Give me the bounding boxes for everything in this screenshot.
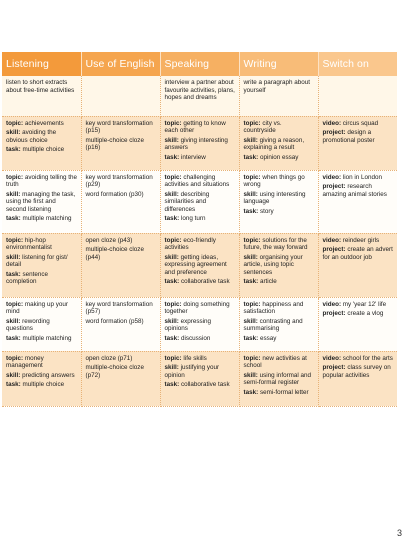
table-row (2, 233, 397, 297)
cell-line (244, 208, 315, 216)
cell-value: challenging activities and situations (164, 173, 230, 189)
cell-value: key word transformation (p15) (85, 119, 153, 135)
cell-line (165, 215, 236, 223)
cell-key: task: (6, 334, 21, 342)
header-listening: Listening (2, 52, 81, 76)
cell-key: skill: (243, 317, 258, 325)
cell-key: topic: (164, 236, 182, 244)
cell-value: eco-friendly activities (164, 236, 216, 252)
cell-value: long turn (180, 215, 206, 223)
cell-value: article (259, 278, 277, 286)
cell-value: using interesting language (243, 190, 306, 206)
cell-line (244, 372, 315, 387)
cell-value: multiple matching (22, 215, 72, 223)
cell-line (6, 174, 78, 189)
cell-value: multiple-choice cloze (p72) (85, 364, 144, 379)
cell-value: doing something together (164, 300, 230, 316)
cell-key: project: (322, 246, 346, 254)
cell-key: skill: (164, 136, 179, 144)
cell-value: class survey on popular activities (322, 364, 391, 379)
cell-value: lion in London (342, 173, 383, 181)
cell-value: open cloze (p71) (85, 354, 133, 362)
cell-key: topic: (243, 236, 261, 244)
cell-key: task: (164, 381, 180, 389)
cell-value: open cloze (p43) (85, 236, 133, 244)
page-number: 3 (396, 528, 402, 538)
cell-value: achievements (24, 119, 64, 127)
cell-line (86, 237, 157, 245)
cell-value: word formation (p58) (85, 317, 144, 325)
table-row (2, 351, 397, 406)
cell-line (86, 364, 157, 379)
cell-speaking (160, 76, 239, 116)
cell-value: write a paragraph about yourself (243, 79, 311, 94)
cell-line (244, 154, 315, 162)
cell-value: circus squad (342, 119, 379, 127)
cell-key: task: (6, 381, 21, 389)
cell-line (6, 79, 78, 94)
cell-value: discussion (180, 334, 211, 342)
cell-line (244, 254, 315, 277)
cell-key: topic: (164, 119, 182, 127)
cell-key: task: (6, 270, 21, 278)
syllabus-table (2, 52, 397, 407)
cell-switch-on (318, 351, 397, 406)
cell-line (6, 129, 78, 144)
cell-line (6, 271, 78, 286)
cell-key: task: (243, 334, 259, 342)
header-writing: Writing (239, 52, 318, 76)
cell-line (244, 278, 315, 286)
cell-value: rewording questions (6, 317, 50, 333)
cell-value: when things go wrong (243, 173, 305, 189)
cell-key: video: (322, 119, 342, 127)
cell-line (165, 278, 236, 286)
table-row (2, 170, 397, 233)
cell-value: describing similarities and differences (164, 190, 210, 213)
table-row (2, 297, 397, 351)
table-body (2, 76, 397, 406)
cell-value: organising your article, using topic sentences (243, 253, 303, 276)
cell-line (86, 174, 157, 189)
cell-value: avoiding telling the truth (6, 173, 78, 189)
cell-line (244, 137, 315, 152)
cell-value: design a promotional poster (322, 129, 375, 144)
cell-key: project: (322, 364, 346, 372)
cell-writing (239, 233, 318, 297)
cell-value: multiple choice (22, 146, 65, 154)
cell-speaking (160, 351, 239, 406)
cell-value: interview a partner about favourite activities, plans, hopes and dreams (164, 79, 235, 102)
cell-line (165, 301, 236, 316)
cell-key: skill: (243, 371, 258, 379)
cell-value: create an advert for an outdoor job (322, 246, 393, 261)
cell-value: essay (259, 334, 277, 342)
cell-value: getting to know each other (164, 119, 226, 135)
cell-line (86, 120, 157, 135)
cell-line (165, 335, 236, 343)
cell-line (165, 154, 236, 162)
cell-line (86, 355, 157, 363)
cell-value: city vs. countryside (243, 119, 282, 135)
cell-line (323, 355, 395, 363)
cell-listening (2, 116, 81, 170)
cell-key: skill: (164, 317, 179, 325)
cell-key: topic: (164, 173, 182, 181)
cell-value: listening for gist/ detail (6, 253, 68, 269)
cell-value: multiple-choice cloze (p44) (85, 246, 144, 261)
cell-line (86, 137, 157, 152)
cell-line (323, 310, 395, 318)
cell-key: skill: (6, 190, 21, 198)
cell-value: new activities at school (243, 354, 307, 370)
cell-value: justifying your opinion (164, 364, 220, 379)
cell-line (86, 246, 157, 261)
cell-listening (2, 297, 81, 351)
cell-key: video: (322, 354, 342, 362)
cell-use-of-english (81, 351, 160, 406)
cell-key: video: (322, 173, 342, 181)
cell-line (165, 318, 236, 333)
cell-writing (239, 116, 318, 170)
cell-writing (239, 297, 318, 351)
cell-value: life skills (183, 354, 207, 362)
cell-key: project: (322, 183, 346, 191)
cell-value: interview (180, 153, 206, 161)
cell-speaking (160, 116, 239, 170)
cell-switch-on (318, 170, 397, 233)
cell-line (6, 254, 78, 269)
cell-value: key word transformation (p57) (85, 300, 153, 316)
cell-line (86, 318, 157, 326)
cell-key: video: (322, 300, 342, 308)
cell-key: task: (164, 215, 180, 223)
cell-use-of-english (81, 76, 160, 116)
cell-line (6, 120, 78, 128)
cell-key: skill: (243, 136, 258, 144)
table-row (2, 116, 397, 170)
cell-listening (2, 233, 81, 297)
cell-line (323, 174, 395, 182)
cell-value: avoiding the obvious choice (6, 129, 57, 144)
cell-writing (239, 351, 318, 406)
cell-value: hip-hop environmentalist (6, 236, 52, 252)
cell-key: topic: (164, 354, 182, 362)
cell-line (86, 301, 157, 316)
cell-line (244, 237, 315, 252)
cell-key: topic: (6, 119, 24, 127)
cell-use-of-english (81, 170, 160, 233)
cell-key: topic: (6, 300, 24, 308)
header-row (2, 52, 397, 76)
cell-switch-on (318, 76, 397, 116)
cell-speaking (160, 297, 239, 351)
cell-line (6, 237, 78, 252)
cell-line (6, 381, 78, 389)
cell-key: task: (164, 278, 180, 286)
cell-line (165, 79, 236, 102)
cell-key: task: (164, 334, 180, 342)
cell-listening (2, 170, 81, 233)
cell-value: multiple matching (22, 334, 72, 342)
cell-value: happiness and satisfaction (243, 300, 304, 316)
cell-switch-on (318, 297, 397, 351)
cell-key: skill: (164, 364, 179, 372)
cell-value: collaborative task (180, 381, 230, 389)
cell-value: collaborative task (180, 278, 230, 286)
cell-line (165, 191, 236, 214)
cell-value: story (259, 207, 274, 215)
cell-key: task: (6, 215, 21, 223)
cell-value: predicting answers (22, 371, 75, 379)
cell-value: school for the arts (342, 354, 393, 362)
cell-key: skill: (243, 253, 258, 261)
cell-key: project: (322, 310, 346, 318)
cell-value: giving interesting answers (164, 136, 228, 152)
cell-line (6, 215, 78, 223)
cell-line (6, 191, 78, 214)
cell-line (323, 364, 395, 379)
cell-value: semi-formal letter (259, 388, 309, 396)
cell-switch-on (318, 116, 397, 170)
cell-line (165, 364, 236, 379)
cell-value: getting ideas, expressing agreement and preference (164, 253, 227, 276)
cell-value: my 'year 12' life (342, 300, 387, 308)
cell-line (323, 301, 395, 309)
cell-value: reindeer girls (342, 236, 380, 244)
cell-line (244, 355, 315, 370)
cell-switch-on (318, 233, 397, 297)
cell-line (165, 120, 236, 135)
cell-line (244, 120, 315, 135)
cell-line (6, 355, 78, 370)
cell-value: making up your mind (6, 300, 68, 316)
cell-key: topic: (243, 173, 261, 181)
cell-line (165, 137, 236, 152)
cell-line (244, 318, 315, 333)
cell-line (323, 120, 395, 128)
cell-value: expressing opinions (164, 317, 212, 333)
cell-line (86, 191, 157, 199)
header-use-of-english: Use of English (81, 52, 160, 76)
cell-value: multiple-choice cloze (p16) (85, 136, 144, 152)
cell-use-of-english (81, 297, 160, 351)
cell-speaking (160, 233, 239, 297)
cell-line (323, 183, 395, 198)
cell-key: topic: (164, 300, 182, 308)
cell-key: skill: (243, 190, 258, 198)
cell-key: task: (243, 278, 259, 286)
cell-line (244, 301, 315, 316)
cell-key: task: (243, 207, 259, 215)
cell-line (244, 174, 315, 189)
cell-key: task: (6, 146, 21, 154)
cell-key: topic: (243, 300, 261, 308)
cell-line (244, 79, 315, 94)
cell-use-of-english (81, 116, 160, 170)
cell-value: research amazing animal stories (322, 183, 387, 198)
cell-value: giving a reason, explaining a result (243, 136, 305, 152)
cell-writing (239, 170, 318, 233)
cell-key: skill: (6, 317, 21, 325)
cell-key: task: (243, 388, 259, 396)
cell-line (6, 146, 78, 154)
cell-key: task: (164, 153, 180, 161)
cell-line (244, 191, 315, 206)
cell-value: key word transformation (p29) (85, 173, 153, 189)
cell-key: video: (322, 236, 342, 244)
cell-key: topic: (243, 119, 261, 127)
cell-key: project: (322, 129, 346, 137)
cell-key: skill: (6, 129, 21, 137)
cell-key: topic: (6, 236, 24, 244)
cell-writing (239, 76, 318, 116)
cell-value: create a vlog (347, 310, 384, 318)
header-switch-on: Switch on (318, 52, 397, 76)
cell-key: topic: (6, 173, 24, 181)
cell-value: using informal and semi-formal register (243, 371, 312, 387)
cell-key: skill: (6, 253, 21, 261)
cell-line (6, 372, 78, 380)
cell-use-of-english (81, 233, 160, 297)
cell-line (323, 129, 395, 144)
cell-value: word formation (p30) (85, 190, 144, 198)
cell-line (244, 335, 315, 343)
cell-value: opinion essay (259, 153, 299, 161)
cell-value: managing the task, using the first and second listening (6, 190, 76, 213)
cell-line (6, 318, 78, 333)
cell-key: topic: (243, 354, 261, 362)
cell-key: skill: (164, 253, 179, 261)
header-speaking: Speaking (160, 52, 239, 76)
cell-line (165, 174, 236, 189)
cell-value: multiple choice (22, 381, 65, 389)
cell-line (244, 389, 315, 397)
cell-key: topic: (6, 354, 24, 362)
cell-line (165, 237, 236, 252)
cell-line (165, 254, 236, 277)
cell-line (323, 246, 395, 261)
cell-speaking (160, 170, 239, 233)
cell-line (6, 335, 78, 343)
cell-value: sentence completion (6, 270, 49, 286)
cell-value: solutions for the future, the way forward (243, 236, 308, 252)
cell-value: contrasting and summarising (243, 317, 303, 333)
cell-line (6, 301, 78, 316)
cell-line (165, 381, 236, 389)
cell-key: task: (243, 153, 259, 161)
cell-key: skill: (164, 190, 179, 198)
cell-line (165, 355, 236, 363)
cell-listening (2, 351, 81, 406)
cell-key: skill: (6, 371, 21, 379)
cell-value: listen to short extracts about free-time activities (6, 79, 75, 94)
cell-line (323, 237, 395, 245)
cell-listening (2, 76, 81, 116)
cell-value: money management (6, 354, 44, 370)
table-row (2, 76, 397, 116)
